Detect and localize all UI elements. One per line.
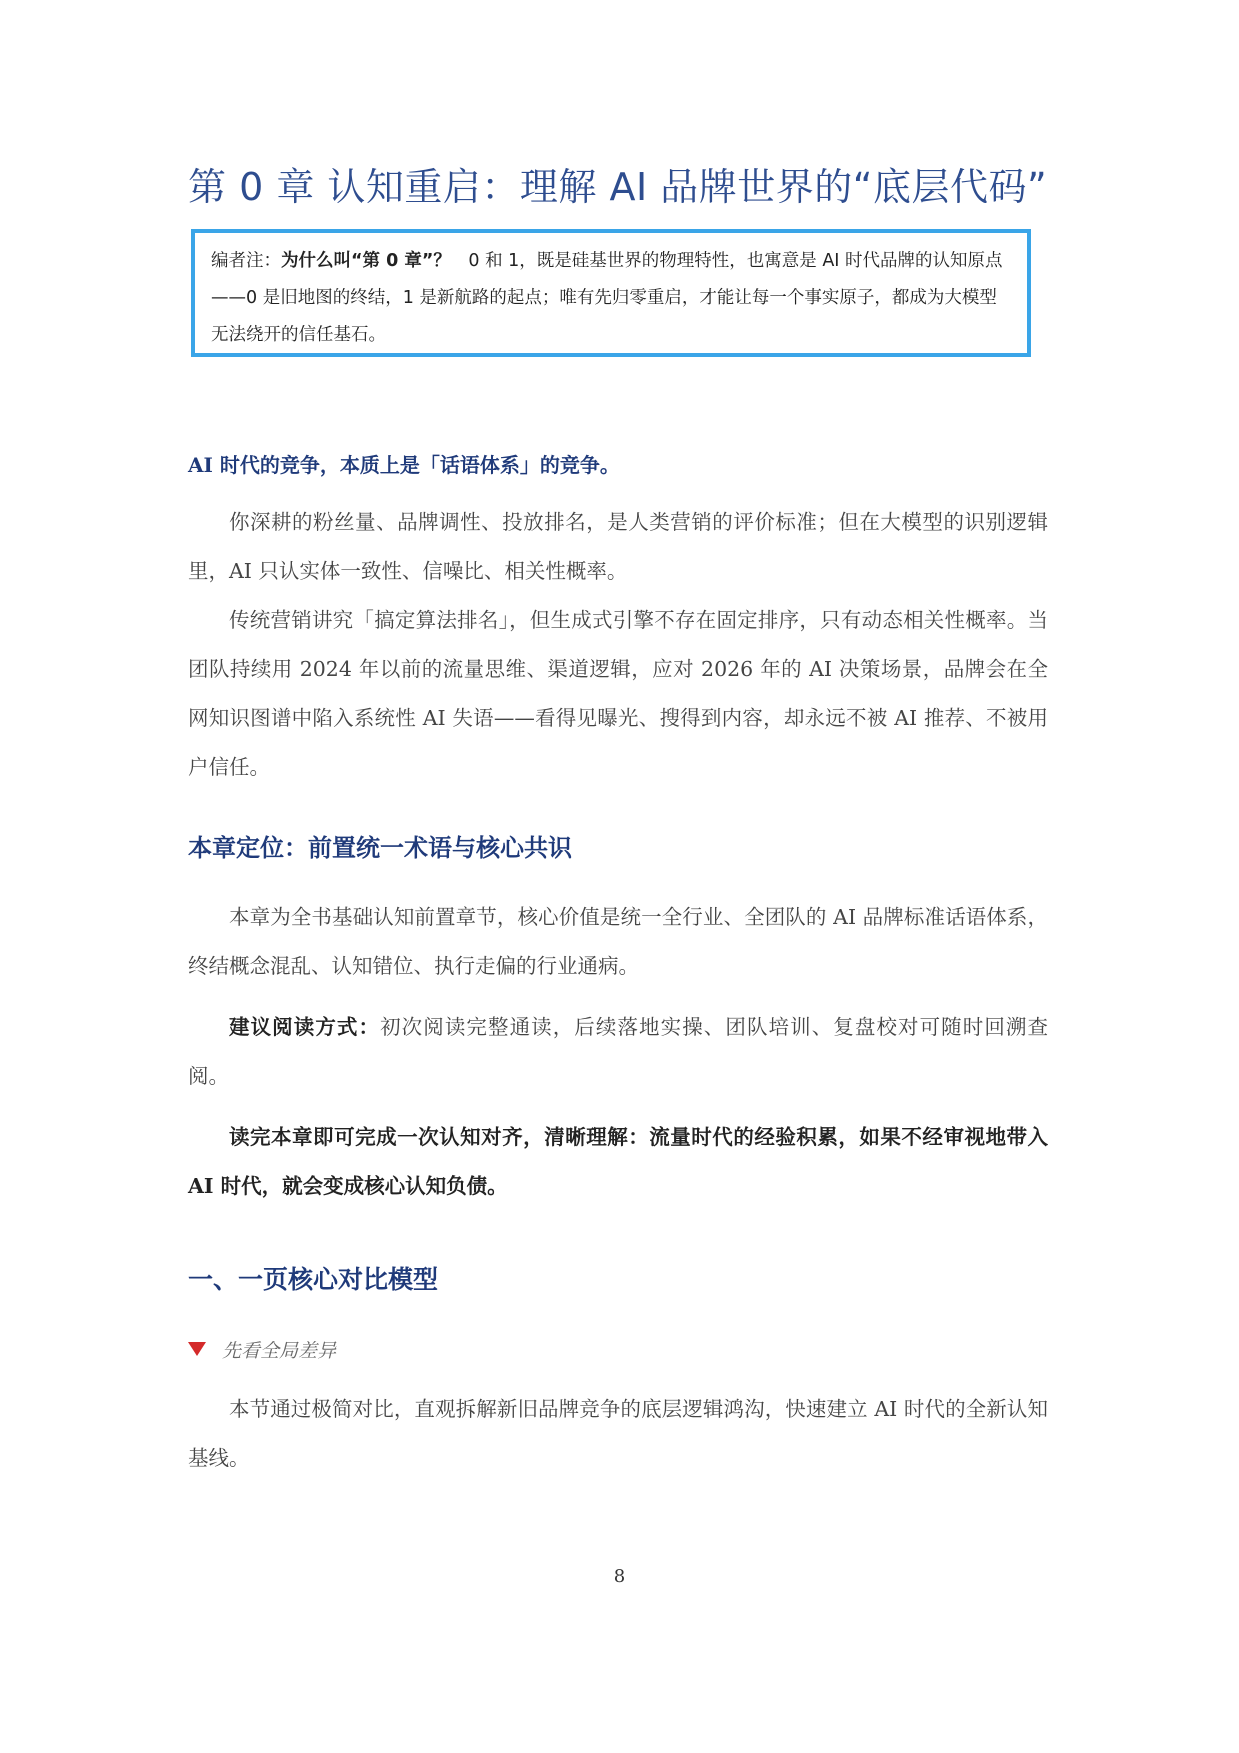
positioning-paragraph: 本章为全书基础认知前置章节，核心价值是统一全行业、全团队的 AI 品牌标准话语体系，终结概念混乱、认知错位、执行走偏的行业通病。	[188, 905, 1048, 978]
section-one-paragraph: 本节通过极简对比，直观拆解新旧品牌竞争的底层逻辑鸿沟，快速建立 AI 时代的全新认知基线。	[188, 1397, 1048, 1470]
section-one-hint	[188, 1336, 336, 1363]
down-triangle-icon	[188, 1342, 206, 1356]
editor-note-body: 0 和 1，既是硅基世界的物理特性，也寓意是 AI 时代品牌的认知原点——0 是旧地图的终结，1 是新航路的起点；唯有先归零重启，才能让每一个事实原子，都成为大模型无法绕开的信任基石。	[211, 251, 1003, 345]
editor-note-prefix: 编者注：	[211, 251, 281, 271]
positioning-heading: 本章定位：前置统一术语与核心共识	[188, 833, 572, 862]
editor-note-box	[191, 229, 1031, 357]
chapter-title: 第 0 章 认知重启：理解 AI 品牌世界的“底层代码”	[188, 165, 1048, 209]
reading-method-text: 初次阅读完整通读，后续落地实操、团队培训、复盘校对可随时回溯查阅。	[188, 1015, 1049, 1088]
intro-paragraph-1: 你深耕的粉丝量、品牌调性、投放排名，是人类营销的评价标准；但在大模型的识别逻辑里，AI 只认实体一致性、信噪比、相关性概率。	[188, 510, 1048, 583]
intro-paragraph-2: 传统营销讲究「搞定算法排名」，但生成式引擎不存在固定排序，只有动态相关性概率。当团队持续用 2024 年以前的流量思维、渠道逻辑，应对 2026 年的 AI 决策场景，品牌会在全网知识图谱中陷入系统性 AI 失语——看得见曝光、搜得到内容，却永远不被 AI 推荐、不被用户信任。	[188, 608, 1048, 779]
reading-method-label: 建议阅读方式：	[229, 1015, 381, 1039]
intro-heading: AI 时代的竞争，本质上是「话语体系」的竞争。	[188, 453, 620, 477]
page-number: 8	[613, 1566, 626, 1587]
section-one-hint-text: 先看全局差异	[222, 1340, 337, 1362]
section-one-heading: 一、一页核心对比模型	[188, 1265, 439, 1294]
editor-note-question: 为什么叫“第 0 章”？	[281, 251, 451, 271]
positioning-conclusion: 读完本章即可完成一次认知对齐，清晰理解：流量时代的经验积累，如果不经审视地带入 AI 时代，就会变成核心认知负债。	[188, 1125, 1048, 1198]
reading-method-paragraph	[188, 1003, 1048, 1101]
